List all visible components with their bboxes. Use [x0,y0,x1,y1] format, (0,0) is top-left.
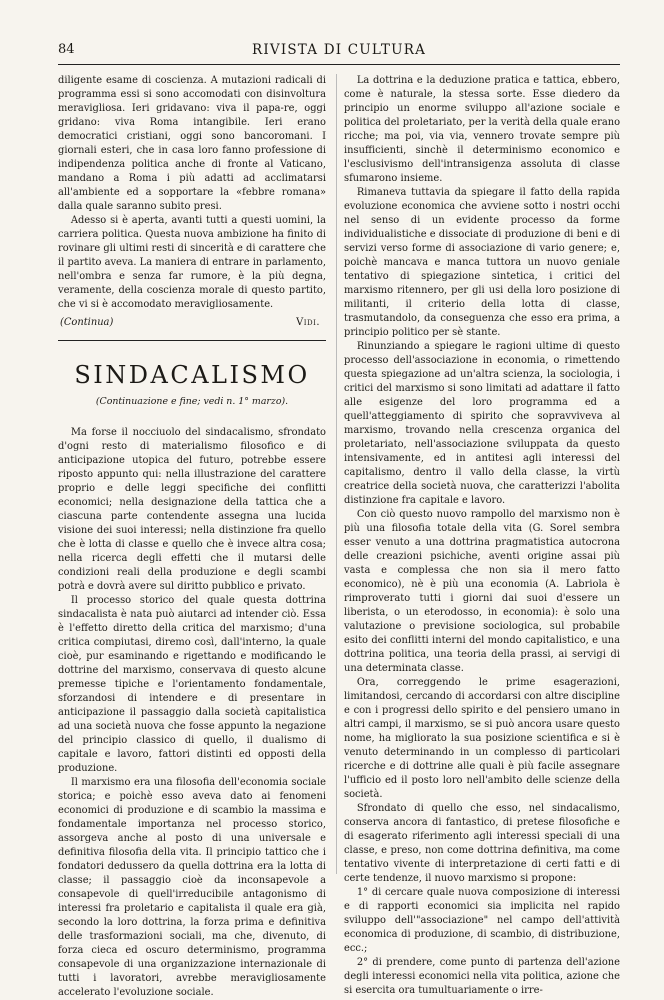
numbered-item: 1° di cercare quale nuova composizione di interessi e di rapporti economici sia implicita nel rapido sviluppo dell'"associazione" nel campo dell'attività economica di produzione, di scambio, di distribuzione, ecc.; [344,887,620,954]
continua-label: (Continua) [60,317,114,328]
article-paragraph: Con ciò questo nuovo rampollo del marxismo non è più una filosofia totale della vita (G. Sorel sembra esser venuto a una dottrina pragmatistica autocrona delle creazioni psichiche, aventi origine assai più vasta e complessa che non sia il mero fatto economico), nè è più una economia (A. Labriola è rimproverato tutti i giorni dai suoi d'essere un liberista, o un eterodosso, in economia): è solo una valutazione o previsione sociologica, sul probabile esito dei conflitti interni del mondo capitalistico, e una dottrina politica, una teoria della prassi, ai servigi di una determinata classe. [344,509,620,674]
right-column [344,74,620,998]
prev-article-paragraph: Adesso si è aperta, avanti tutti a questi uomini, la carriera politica. Questa nuova ambizione ha finito di rovinare gli ultimi resti di sincerità e di carattere che il partito aveva. La maniera di entrare in parlamento, nell'ombra e senza far rumore, è la più degna, veramente, della coscienza morale di questo partito, che vi si è accomodato meravigliosamente. [58,215,326,310]
page-number: 84 [58,42,75,57]
article-paragraph: Ora, correggendo le prime esagerazioni, limitandosi, cercando di accordarsi con altre discipline e con i progressi dello spirito e del pensiero umano in altri campi, il marxismo, se si può ancora usare questo nome, ha migliorato la sua posizione scientifica e si è venuto determinando in un complesso di particolari ricerche e di dottrine alle quali è più facile assegnare l'ufficio ed il posto loro nell'ambito delle scienze della società. [344,677,620,800]
column-divider [336,74,337,874]
article-paragraph: Rimaneva tuttavia da spiegare il fatto della rapida evoluzione economica che avviene sotto i nostri occhi nel senso di un evidente processo da forme individualistiche e dissociate di produzione di beni e di servizi verso forme di associazione di vario genere; e, poichè mancava e manca tuttora un nuovo geniale tentativo di spiegazione sintetica, i critici del marxismo ritennero, per gli usi della loro posizione di militanti, il criterio della lotta di classe, trasmutandolo, da conseguenza che esso era prima, a principio politico per sè stante. [344,187,620,338]
article-subtitle: (Continuazione e fine; vedi n. 1° marzo). [95,396,289,407]
left-column [58,74,326,1000]
article-paragraph: Rinunziando a spiegare le ragioni ultime di questo processo dell'associazione in economia, o rimettendo questa spiegazione ad un'altra scienza, la sociologia, i critici del marxismo si sono limitati ad adattare il fatto alle esigenze del loro programma ed a quell'atteggiamento di spirito che sopravviveva al marxismo, trovando nella crescenza organica del proletariato, nell'associazione sviluppata da questo intensivamente, ed in antitesi agli interessi del capitalismo, dentro il vallo della classe, la virtù creatrice della società nuova, che caratterizzi l'abolita distinzione fra capitale e lavoro. [344,341,620,506]
prev-article-paragraph: diligente esame di coscienza. A mutazioni radicali di programma essi si sono accomodati con disinvoltura meravigliosa. Ieri gridavano: viva il papa-re, oggi gridano: viva Roma intangibile. Ieri erano democratici cristiani, oggi sono bancoromani. I giornali esteri, che in casa loro fanno professione di indipendenza politica anche di fronte al Vaticano, mandano a Roma i più adatti ad acclimatarsi all'ambiente ed a sopportare la «febbre romana» dalla quale saranno subito presi. [58,75,326,212]
article-paragraph: Sfrondato di quello che esso, nel sindacalismo, conserva ancora di fantastico, di pretese filosofiche e di esagerato riferimento agli interessi speciali di una classe, e preso, non come dottrina definitiva, ma come tentativo vivente di interpretazione di certi fatti e di certe tendenze, il nuovo marxismo si propone: [344,803,620,884]
article-ending [58,316,326,330]
article-title: SINDACALISMO [74,361,310,389]
author-signature: Vidi. [296,317,320,328]
running-header [58,40,620,65]
journal-title: RIVISTA DI CULTURA [251,42,427,58]
article-paragraph: Il marxismo era una filosofia dell'economia sociale storica; e poichè esso aveva dato ai fenomeni economici di produzione e di scambio la massima e fondamentale importanza nel processo storico, assorgeva anche al posto di una universale e definitiva filosofia della vita. Il principio tattico che i fondatori dedussero da quella dottrina era la lotta di classe; il passaggio cioè da inconsapevole a consapevole di quell'irreducibile antagonismo di interessi fra proletario e capitalista il quale era già, secondo la loro dottrina, la forza prima e definitiva delle trasformazioni sociali, ma che, divenuto, di forza cieca ed oscuro determinismo, programma consapevole di una organizzazione internazionale di tutti i lavoratori, avrebbe meravigliosamente accelerato l'evoluzione sociale. [58,777,326,998]
article-paragraph: Ma forse il nocciuolo del sindacalismo, sfrondato d'ogni resto di materialismo filosofico e di anticipazione utopica del futuro, potrebbe essere riposto appunto qui: nella illustrazione del carattere proprio e delle leggi specifiche dei conflitti economici; nella designazione della tattica che a ciascuna parte contendente assegna una lucida visione dei suoi interessi; nella distinzione fra quello che è lotta di classe e quello che è invece altra cosa; nella ricerca degli effetti che il mutarsi delle condizioni reali della produzione e degli scambi potrà e dovrà avere sul diritto pubblico e privato. [58,427,326,592]
numbered-item: 2° di prendere, come punto di partenza dell'azione degli interessi economici nella vita politica, azione che si esercita ora tumultuariamente o irre- [344,957,620,996]
section-rule [58,340,326,341]
article-paragraph: Il processo storico del quale questa dottrina sindacalista è nata può aiutarci ad intender ciò. Essa è l'effetto diretto della critica del marxismo; d'una critica compiutasi, diremo così, dall'interno, la quale cioè, pur esaminando e rigettando e modificando le dottrine del marxismo, conservava di questo alcune premesse tipiche e l'orientamento fondamentale, sforzandosi di intendere e di presentare in anticipazione il passaggio dalla società capitalistica ad una società nuova che fosse appunto la negazione del principio classico di quello, il dualismo di capitale e lavoro, fattori distinti ed opposti della produzione. [58,595,326,774]
article-paragraph: La dottrina e la deduzione pratica e tattica, ebbero, come è naturale, la stessa sorte. Esse diedero da principio un enorme sviluppo all'azione sociale e politica del proletariato, per la verità della quale erano ricche; ma poi, via via, vennero trovate sempre più insufficienti, sinchè il determinismo economico e l'esclusivismo dell'intransigenza assoluta di classe sfumarono insieme. [344,75,621,184]
